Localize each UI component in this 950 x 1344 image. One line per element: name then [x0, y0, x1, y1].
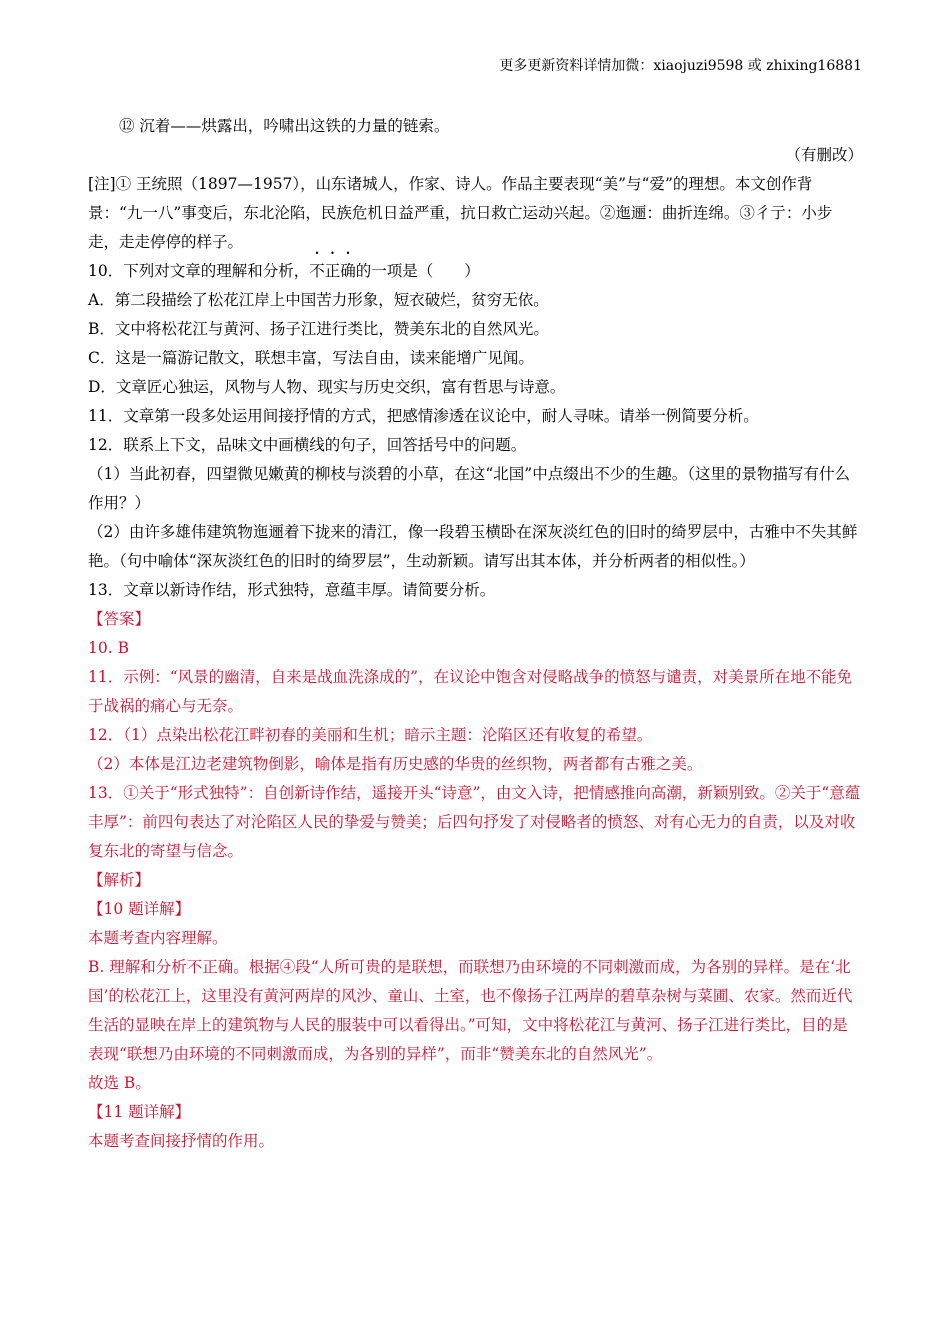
option-b: B．文中将松花江与黄河、扬子江进行类比，赞美东北的自然风光。	[88, 320, 549, 338]
answer-heading: 【答案】	[88, 610, 151, 628]
answer-10: 10. B	[88, 639, 129, 657]
analysis-10-body: B. 理解和分析不正确。根据④段“人所可贵的是联想，而联想乃由环境的不同刺激而成，为各别的异样。是在‘北国’的松花江上，这里没有黄河两岸的风沙、童山、土室，也不像扬子江两岸的碧草杂树与菜圃、农家。然而近代生活的显映在岸上的建筑物与人民的服装中可以看得出。”可知，文中将松花江与黄河、扬子江进行类比，目的是表现“联想乃由环境的不同刺激而成，为各别的异样”，而非“赞美东北的自然风光”。	[88, 958, 853, 1063]
question-11: 11．文章第一段多处运用间接抒情的方式，把感情渗透在议论中，耐人寻味。请举一例简要分析。	[88, 407, 759, 425]
question-12-part-2: （2）由许多雄伟建筑物迤逦着下拢来的清江，像一段碧玉横卧在深灰淡红色的旧时的绮罗层中，古雅中不失其鲜艳。（句中喻体“深灰淡红色的旧时的绮罗层”，生动新颖。请写出其本体，并分析两者的相似性。）	[88, 523, 858, 570]
document-body	[88, 112, 863, 1156]
revision-note: （有删改）	[785, 146, 863, 164]
option-a: A．第二段描绘了松花江岸上中国苦力形象，短衣破烂，贫穷无依。	[88, 291, 549, 309]
emphasis-char: 不	[309, 262, 325, 280]
emphasis-char: 正	[324, 262, 341, 280]
answer-12-part-1: 12．（1）点染出松花江畔初春的美丽和生机；暗示主题：沦陷区还有收复的希望。	[88, 726, 653, 744]
analysis-heading: 【解析】	[88, 871, 151, 889]
answer-12-part-2: （2）本体是江边老建筑物倒影，喻体是指有历史感的华贵的丝织物，两者都有古雅之美。	[88, 755, 703, 773]
answer-13: 13．①关于“形式独特”：自创新诗作结，遥接开头“诗意”，由文入诗，把情感推向高潮，新颖别致。②关于“意蕴丰厚”：前四句表达了对沦陷区人民的挚爱与赞美；后四句抒发了对侵略者的愤怒、对有心无力的自责，以及对收复东北的寄望与信念。	[88, 784, 861, 860]
question-12: 12．联系上下文，品味文中画横线的句子，回答括号中的问题。	[88, 436, 527, 454]
option-c: C．这是一篇游记散文，联想丰富，写法自由，读来能增广见闻。	[88, 349, 534, 367]
analysis-10-heading: 【10 题详解】	[88, 900, 191, 918]
analysis-10-intro: 本题考查内容理解。	[88, 929, 228, 947]
analysis-11-intro: 本题考查间接抒情的作用。	[88, 1132, 275, 1150]
question-10: 10．下列对文章的理解和分析，不正确的一项是（ ）	[88, 262, 480, 280]
answer-11: 11．示例：“风景的幽清，自来是战血洗涤成的”，在议论中饱含对侵略战争的愤怒与谴责，对美景所在地不能免于战祸的痛心与无奈。	[88, 668, 853, 715]
analysis-10-conclusion: 故选 B。	[88, 1074, 151, 1092]
question-12-part-1: （1）当此初春，四望微见嫩黄的柳枝与淡碧的小草，在这“北国”中点缀出不少的生趣。（这里的景物描写有什么作用？）	[88, 465, 850, 512]
analysis-11-heading: 【11 题详解】	[88, 1103, 191, 1121]
header-note: 更多更新资料详情加微：xiaojuzi9598 或 zhixing16881	[499, 58, 862, 74]
question-13: 13．文章以新诗作结，形式独特，意蕴丰厚。请简要分析。	[88, 581, 496, 599]
poem-line: ⑫ 沉着——烘露出，吟啸出这铁的力量的链索。	[119, 117, 450, 135]
emphasis-char: 确	[340, 262, 356, 280]
option-d: D．文章匠心独运，风物与人物、现实与历史交织，富有哲思与诗意。	[88, 378, 566, 396]
annotation: [注]① 王统照（1897—1957），山东诸城人，作家、诗人。作品主要表现“美”与“爱”的理想。本文创作背景：“九一八”事变后，东北沦陷，民族危机日益严重，抗日救亡运动兴起。②迤逦：曲折连绵。③彳亍：小步走，走走停停的样子。	[88, 175, 833, 251]
